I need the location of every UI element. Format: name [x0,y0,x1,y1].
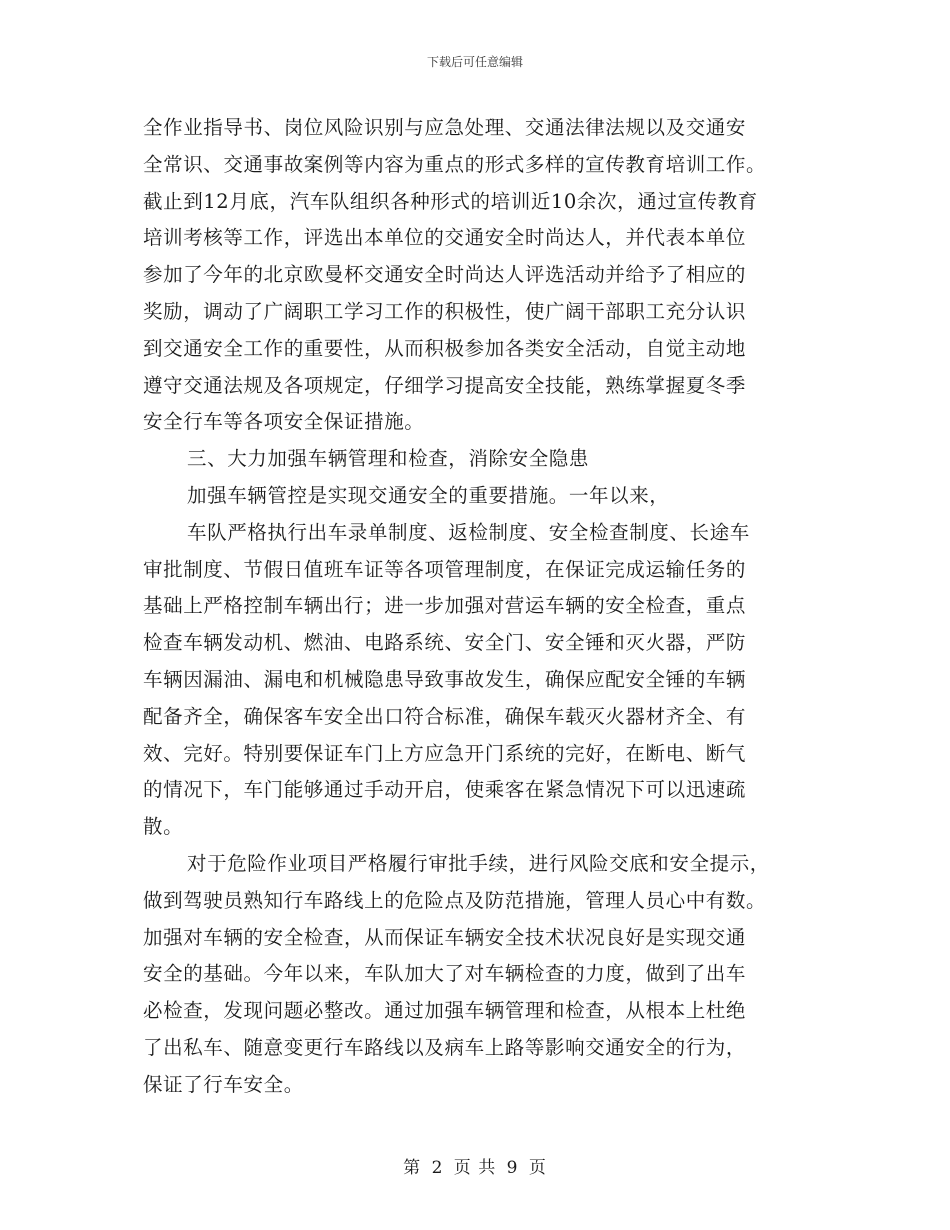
footer-suffix: 页 [528,1158,547,1178]
text-line: 基础上严格控制车辆出行；进一步加强对营运车辆的安全检查，重点 [143,594,747,618]
text-line: 检查车辆发动机、燃油、电路系统、安全门、安全锤和灭火器，严防 [143,631,747,655]
text-line: 车辆因漏油、漏电和机械隐患导致事故发生，确保应配安全锤的车辆 [143,667,747,691]
text-line: 加强对车辆的安全检查，从而保证车辆安全技术状况良好是实现交通 [143,925,747,949]
text-line: 遵守交通法规及各项规定，仔细学习提高安全技能，熟练掌握夏冬季 [143,373,747,397]
text-line: 了出私车、随意变更行车路线以及病车上路等影响交通安全的行为， [143,1035,747,1059]
page-footer [0,1153,950,1178]
footer-total-pages: 9 [506,1158,519,1178]
text-line: 截止到12月底，汽车队组织各种形式的培训近10余次，通过宣传教育 [143,189,758,213]
text-line: 的情况下，车门能够通过手动开启，使乘客在紧急情况下可以迅速疏 [143,778,747,802]
text-line: 审批制度、节假日值班车证等各项管理制度，在保证完成运输任务的 [143,557,747,581]
text-line: 对于危险作业项目严格履行审批手续，进行风险交底和安全提示， [187,851,770,875]
text-line: 安全行车等各项安全保证措施。 [143,410,425,434]
text-line: 到交通安全工作的重要性，从而积极参加各类安全活动，自觉主动地 [143,336,747,360]
text-line: 安全的基础。今年以来，车队加大了对车辆检查的力度，做到了出车 [143,962,747,986]
text-line: 效、完好。特别要保证车门上方应急开门系统的完好，在断电、断气 [143,741,747,765]
text-line: 保证了行车安全。 [143,1072,304,1096]
text-line: 全常识、交通事故案例等内容为重点的形式多样的宣传教育培训工作。 [143,152,767,176]
text-line: 散。 [143,815,184,839]
text-line: 培训考核等工作，评选出本单位的交通安全时尚达人，并代表本单位 [143,226,747,250]
text-line: 做到驾驶员熟知行车路线上的危险点及防范措施，管理人员心中有数。 [143,888,767,912]
page-header: 下载后可任意编辑 [426,55,523,69]
text-line: 必检查，发现问题必整改。通过加强车辆管理和检查，从根本上杜绝 [143,999,747,1023]
text-line: 奖励，调动了广阔职工学习工作的积极性，使广阔干部职工充分认识 [143,299,747,323]
text-line: 加强车辆管控是实现交通安全的重要措施。一年以来， [187,483,670,507]
document-body [143,110,813,1104]
footer-page-number: 2 [431,1158,444,1178]
text-line: 车队严格执行出车录单制度、返检制度、安全检查制度、长途车 [187,520,750,544]
text-line: 参加了今年的北京欧曼杯交通安全时尚达人评选活动并给予了相应的 [143,263,747,287]
text-line: 配备齐全，确保客车安全出口符合标准，确保车载灭火器材齐全、有 [143,704,747,728]
text-line: 全作业指导书、岗位风险识别与应急处理、交通法律法规以及交通安 [143,116,747,139]
footer-prefix: 第 [403,1158,422,1178]
text-line: 三、大力加强车辆管理和检查，消除安全隐患 [187,447,590,471]
footer-middle: 页 共 [453,1158,497,1178]
